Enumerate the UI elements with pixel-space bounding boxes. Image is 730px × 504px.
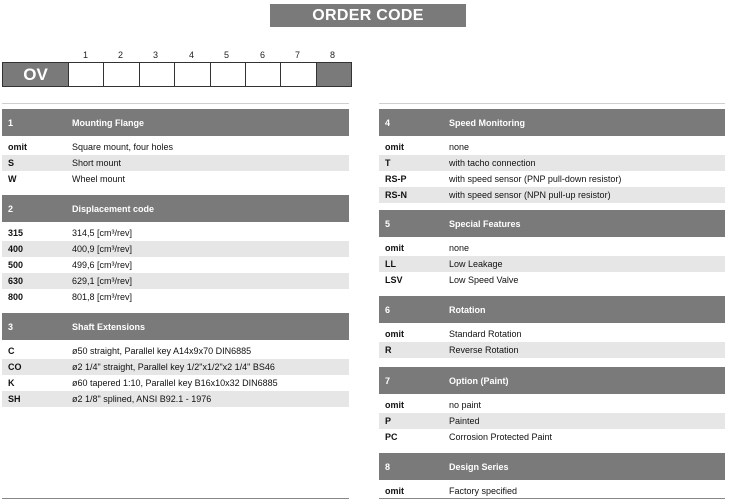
option-code: RS-N — [385, 190, 407, 200]
option-code: PC — [385, 432, 398, 442]
section-number: 6 — [385, 304, 391, 315]
option-code: omit — [385, 486, 404, 496]
table-row — [379, 272, 725, 288]
option-code: omit — [385, 400, 404, 410]
table-row — [379, 413, 725, 429]
table-row — [379, 240, 725, 256]
table-row — [2, 375, 349, 391]
table-row — [2, 343, 349, 359]
divider — [379, 103, 725, 104]
option-code: W — [8, 174, 17, 184]
option-code: LL — [385, 259, 396, 269]
order-code-box — [2, 49, 352, 89]
section-title: Design Series — [449, 461, 509, 472]
position-number: 5 — [223, 50, 229, 60]
option-description: 801,8 [cm³/rev] — [72, 292, 133, 302]
section-rotation — [379, 296, 725, 358]
option-code: P — [385, 416, 392, 426]
code-cell-6 — [246, 63, 281, 86]
table-row — [379, 483, 725, 499]
table-row — [2, 171, 349, 187]
option-description: with speed sensor (PNP pull-down resistor) — [449, 174, 622, 184]
option-code: 500 — [8, 260, 24, 270]
option-description: 499,6 [cm³/rev] — [72, 260, 133, 270]
section-header — [379, 210, 725, 237]
position-number: 7 — [294, 50, 300, 60]
table-row — [2, 289, 349, 305]
section-number: 3 — [8, 321, 14, 332]
option-description: none — [449, 243, 470, 253]
position-number: 6 — [259, 50, 265, 60]
option-description: Short mount — [72, 158, 122, 168]
position-number: 2 — [117, 50, 123, 60]
table-row — [379, 256, 725, 272]
section-header — [2, 313, 349, 340]
table-row — [379, 342, 725, 358]
section-design-series — [379, 453, 725, 499]
page-title: ORDER CODE — [270, 4, 466, 27]
section-displacement-code — [2, 195, 349, 305]
option-code: R — [385, 345, 392, 355]
table-row — [379, 139, 725, 155]
option-code: 800 — [8, 292, 24, 302]
section-header — [379, 453, 725, 480]
table-row — [379, 155, 725, 171]
section-title: Option (Paint) — [449, 375, 509, 386]
table-row — [2, 359, 349, 375]
option-code: SH — [8, 394, 21, 404]
option-description: Wheel mount — [72, 174, 126, 184]
table-row — [379, 326, 725, 342]
table-row — [379, 397, 725, 413]
option-code: T — [385, 158, 391, 168]
section-header — [379, 367, 725, 394]
code-cells — [2, 62, 352, 87]
table-row — [2, 241, 349, 257]
table-row — [2, 391, 349, 407]
option-code: K — [8, 378, 15, 388]
option-code: C — [8, 346, 15, 356]
option-code: 630 — [8, 276, 24, 286]
option-description: no paint — [449, 400, 482, 410]
divider — [2, 103, 349, 104]
option-description: Painted — [449, 416, 480, 426]
option-code: 400 — [8, 244, 24, 254]
table-row — [2, 155, 349, 171]
section-mounting-flange — [2, 109, 349, 187]
option-description: ø2 1/8" splined, ANSI B92.1 - 1976 — [72, 394, 212, 404]
option-description: Low Leakage — [449, 259, 503, 269]
section-number: 8 — [385, 461, 391, 472]
section-title: Special Features — [449, 218, 521, 229]
option-description: ø60 tapered 1:10, Parallel key B16x10x32 DIN6885 — [72, 378, 278, 388]
option-code: omit — [385, 329, 404, 339]
section-title: Mounting Flange — [72, 117, 144, 128]
option-description: Reverse Rotation — [449, 345, 519, 355]
option-description: with speed sensor (NPN pull-up resistor) — [449, 190, 611, 200]
table-row — [2, 273, 349, 289]
option-code: S — [8, 158, 15, 168]
section-number: 4 — [385, 117, 391, 128]
option-code: omit — [385, 142, 404, 152]
code-cell-2 — [104, 63, 139, 86]
section-header — [2, 195, 349, 222]
code-cell-3 — [140, 63, 175, 86]
table-row — [379, 429, 725, 445]
section-header — [2, 109, 349, 136]
section-number: 7 — [385, 375, 391, 386]
option-description: none — [449, 142, 470, 152]
divider — [2, 498, 349, 499]
table-row — [2, 225, 349, 241]
option-description: 314,5 [cm³/rev] — [72, 228, 133, 238]
option-description: Square mount, four holes — [72, 142, 174, 152]
position-numbers — [2, 49, 352, 61]
option-description: with tacho connection — [449, 158, 536, 168]
code-cell-1 — [69, 63, 104, 86]
section-number: 1 — [8, 117, 14, 128]
table-row — [2, 257, 349, 273]
section-speed-monitoring — [379, 109, 725, 203]
section-header — [379, 109, 725, 136]
section-special-features — [379, 210, 725, 288]
option-description: 400,9 [cm³/rev] — [72, 244, 133, 254]
option-description: Low Speed Valve — [449, 275, 519, 285]
table-row — [379, 187, 725, 203]
code-prefix: OV — [3, 63, 69, 86]
section-header — [379, 296, 725, 323]
code-cell-5 — [211, 63, 246, 86]
section-title: Rotation — [449, 304, 486, 315]
option-code: LSV — [385, 275, 403, 285]
section-title: Shaft Extensions — [72, 321, 146, 332]
code-cell-4 — [175, 63, 210, 86]
option-description: Standard Rotation — [449, 329, 522, 339]
position-number: 4 — [188, 50, 194, 60]
option-code: 315 — [8, 228, 24, 238]
position-number: 8 — [329, 50, 335, 60]
table-row — [379, 171, 725, 187]
option-description: 629,1 [cm³/rev] — [72, 276, 133, 286]
code-cell-7 — [281, 63, 316, 86]
position-number: 1 — [82, 50, 88, 60]
section-number: 5 — [385, 218, 391, 229]
option-description: Corrosion Protected Paint — [449, 432, 553, 442]
section-title: Speed Monitoring — [449, 117, 525, 128]
section-option-paint — [379, 367, 725, 445]
option-code: CO — [8, 362, 22, 372]
section-shaft-extensions — [2, 313, 349, 407]
position-number: 3 — [152, 50, 158, 60]
option-code: omit — [8, 142, 27, 152]
divider — [379, 498, 725, 499]
section-title: Displacement code — [72, 203, 155, 214]
option-description: ø2 1/4" straight, Parallel key 1/2"x1/2"x2 1/4" BS46 — [72, 362, 275, 372]
option-code: RS-P — [385, 174, 407, 184]
option-code: omit — [385, 243, 404, 253]
section-number: 2 — [8, 203, 14, 214]
option-description: ø50 straight, Parallel key A14x9x70 DIN6885 — [72, 346, 252, 356]
table-row — [2, 139, 349, 155]
code-cell-8 — [317, 63, 351, 86]
option-description: Factory specified — [449, 486, 518, 496]
